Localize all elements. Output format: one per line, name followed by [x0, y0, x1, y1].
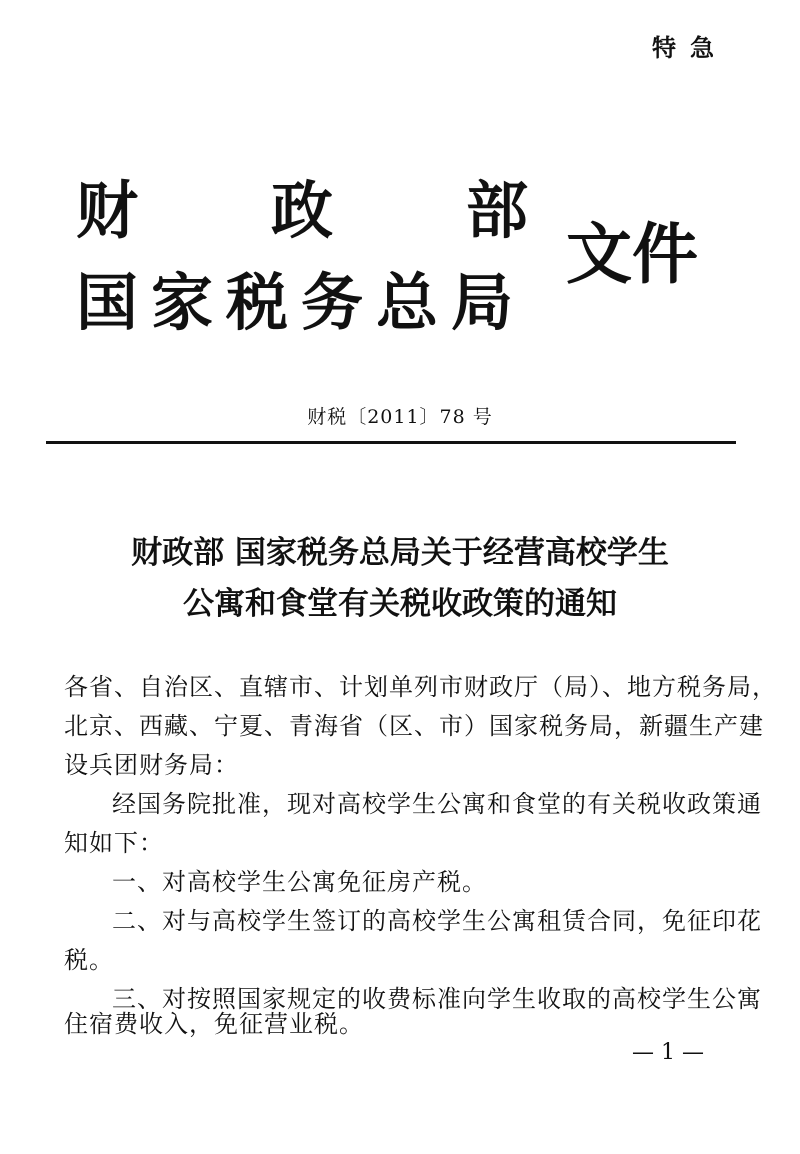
document-title-line-2: 公寓和食堂有关税收政策的通知 — [183, 586, 617, 622]
policy-item-2-line-2: 税。 — [64, 946, 114, 974]
urgency-label: 特急 — [652, 34, 728, 62]
page-number: — 1 — — [632, 1040, 704, 1065]
document-title-line-1: 财政部 国家税务总局关于经营高校学生 — [131, 535, 669, 571]
policy-item-1: 一、对高校学生公寓免征房产税。 — [112, 868, 487, 896]
issuer-ministry-of-finance: 财政部 — [76, 174, 662, 247]
intro-line-1: 经国务院批准，现对高校学生公寓和食堂的有关税收政策通 — [112, 790, 762, 818]
addressee-line-3: 设兵团财务局： — [64, 751, 239, 779]
policy-item-3-line-2: 住宿费收入，免征营业税。 — [64, 1010, 364, 1038]
document-number: 财税〔2011〕78 号 — [307, 406, 493, 428]
issuer-state-taxation-administration: 国家税务总局 — [76, 266, 527, 339]
intro-line-2: 知如下： — [64, 829, 164, 857]
policy-item-3-line-1: 三、对按照国家规定的收费标准向学生收取的高校学生公寓 — [112, 985, 762, 1013]
addressee-line-2: 北京、西藏、宁夏、青海省（区、市）国家税务局，新疆生产建 — [64, 712, 764, 740]
header-divider-rule — [46, 441, 736, 444]
addressee-line-1: 各省、自治区、直辖市、计划单列市财政厅（局）、地方税务局， — [64, 673, 777, 701]
document-type: 文件 — [566, 216, 698, 293]
policy-item-2-line-1: 二、对与高校学生签订的高校学生公寓租赁合同，免征印花 — [112, 907, 762, 935]
